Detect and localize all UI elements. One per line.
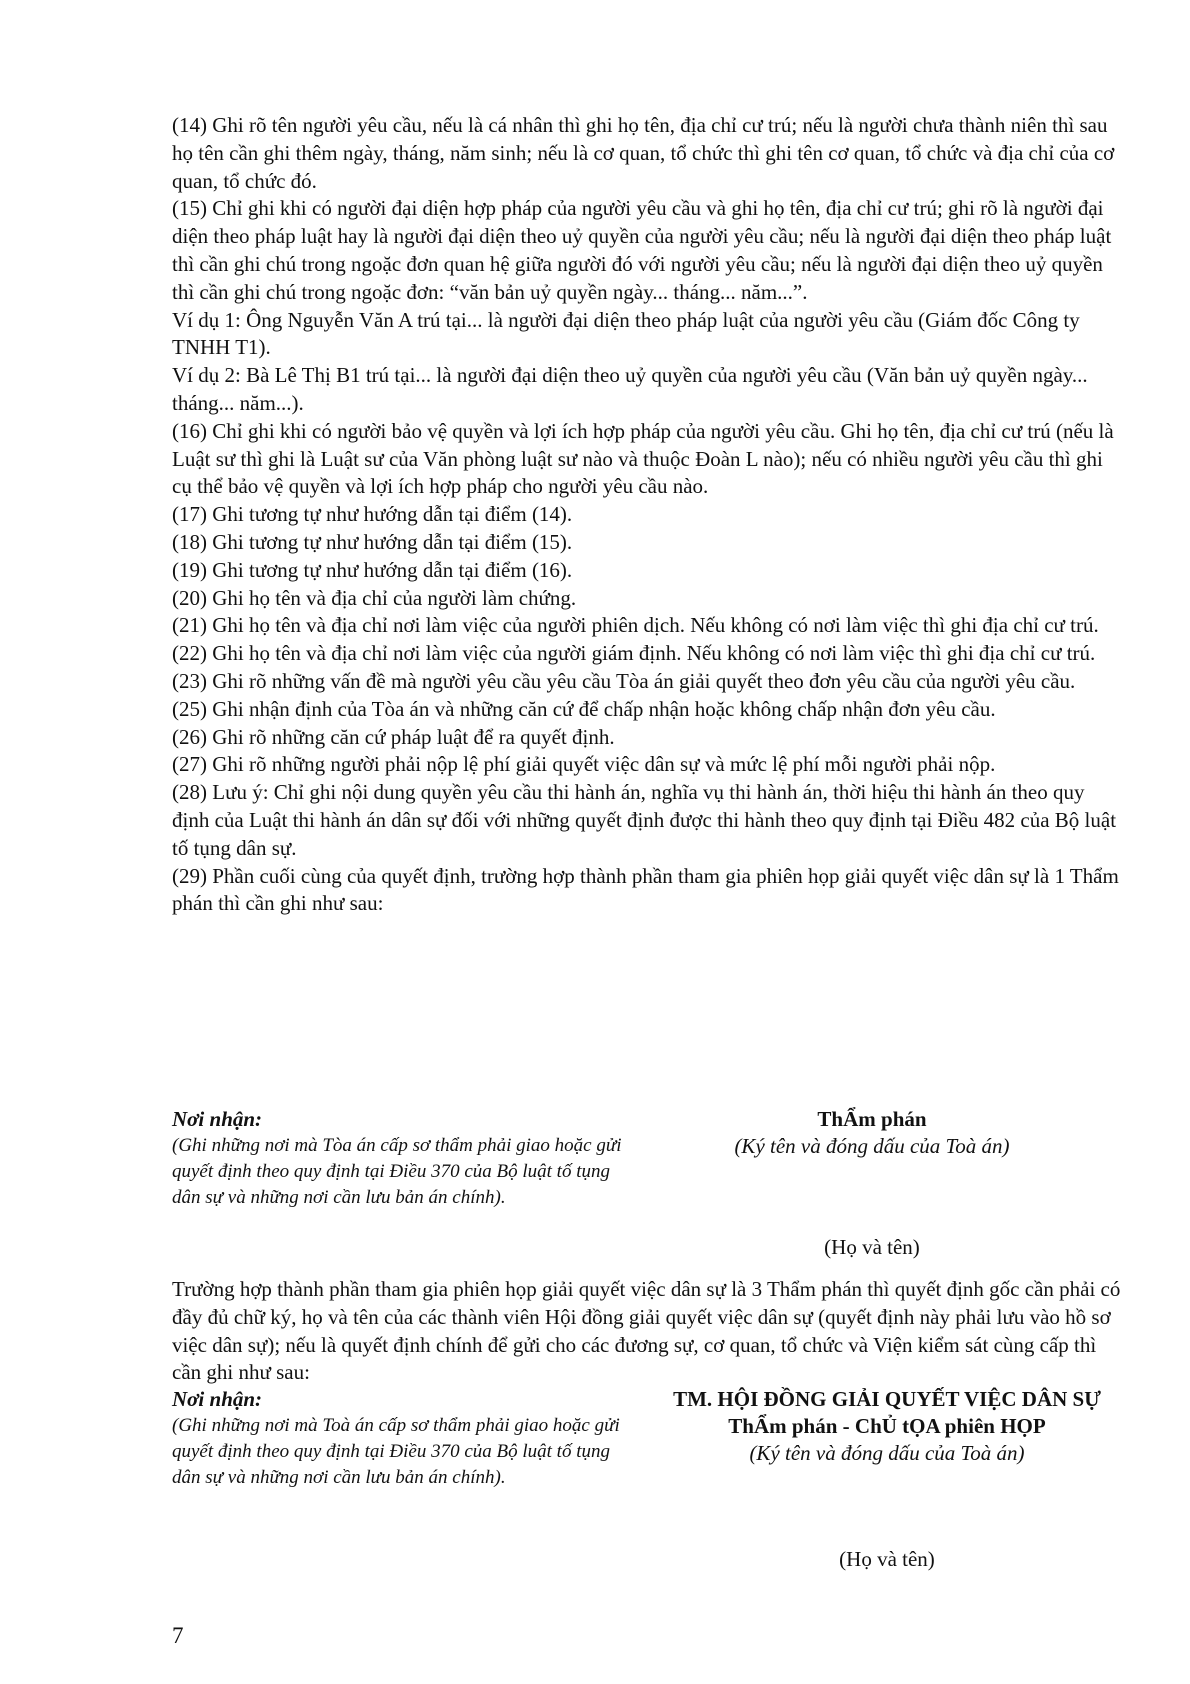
recipients-note: (Ghi những nơi mà Tòa án cấp sơ thẩm phải giao hoặc gửi quyết định theo quy định tại Điều 370 của Bộ luật tố tụng dân sự và những nơi cần lưu bản án chính).	[172, 1135, 622, 1208]
signer-section	[652, 1386, 1122, 1467]
note-23: (23) Ghi rõ những vấn đề mà người yêu cầu yêu cầu Tòa án giải quyết theo đơn yêu cầu của người yêu cầu.	[172, 668, 1076, 693]
recipients-title: Nơi nhận:	[172, 1387, 263, 1411]
note-17: (17) Ghi tương tự như hướng dẫn tại điểm (14).	[172, 502, 573, 527]
note-25: (25) Ghi nhận định của Tòa án và những căn cứ để chấp nhận hoặc không chấp nhận đơn yêu cầu.	[172, 696, 996, 721]
note-14: (14) Ghi rõ tên người yêu cầu, nếu là cá nhân thì ghi họ tên, địa chỉ cư trú; nếu là người chưa thành niên thì sau họ tên cần ghi thêm ngày, tháng, năm sinh; nếu là cơ quan, tổ chức thì ghi tên cơ quan, tổ chức và địa chỉ của cơ quan, tổ chức đó.	[172, 113, 1115, 193]
three-judge-paragraph-block	[172, 1276, 1122, 1387]
note-19: (19) Ghi tương tự như hướng dẫn tại điểm (16).	[172, 557, 573, 582]
page-number: 7	[172, 1623, 184, 1648]
recipients-section	[172, 1106, 642, 1211]
guidance-notes	[172, 112, 1122, 918]
signer-section	[672, 1106, 1072, 1160]
note-27: (27) Ghi rõ những người phải nộp lệ phí giải quyết việc dân sự và mức lệ phí mỗi người phải nộp.	[172, 752, 996, 777]
note-15: (15) Chỉ ghi khi có người đại diện hợp pháp của người yêu cầu và ghi họ tên, địa chỉ cư trú; ghi rõ là người đại diện theo pháp luật hay là người đại diện theo uỷ quyền của người yêu cầu; nếu là người đại diện theo pháp luật thì cần ghi chú trong ngoặc đơn quan hệ giữa người đó với người yêu cầu; nếu là người đại diện theo uỷ quyền thì cần ghi chú trong ngoặc đơn: “văn bản uỷ quyền ngày... tháng... năm...”.	[172, 196, 1112, 304]
example-2: Ví dụ 2: Bà Lê Thị B1 trú tại... là người đại diện theo uỷ quyền của người yêu cầu (Văn bản uỷ quyền ngày... tháng... năm...).	[172, 363, 1088, 415]
note-22: (22) Ghi họ tên và địa chỉ nơi làm việc của người giám định. Nếu không có nơi làm việc thì ghi địa chỉ cư trú.	[172, 641, 1096, 666]
recipients-title: Nơi nhận:	[172, 1107, 263, 1131]
note-18: (18) Ghi tương tự như hướng dẫn tại điểm (15).	[172, 529, 573, 554]
signature-block-council	[172, 1386, 1122, 1576]
council-title: TM. HỘI ĐỒNG GIẢI QUYẾT VIỆC DÂN SỰ	[673, 1387, 1101, 1411]
note-26: (26) Ghi rõ những căn cứ pháp luật để ra quyết định.	[172, 724, 615, 749]
signer-note: (Ký tên và đóng dấu của Toà án)	[734, 1134, 1010, 1158]
signature-block-single-judge	[172, 1106, 1122, 1259]
recipients-section	[172, 1386, 642, 1491]
note-16: (16) Chỉ ghi khi có người bảo vệ quyền và lợi ích hợp pháp của người yêu cầu. Ghi họ tên, địa chỉ cư trú (nếu là Luật sư thì ghi là Luật sư của Văn phòng luật sư nào và thuộc Đoàn L nào); nếu có nhiều người yêu cầu thì ghi cụ thể bảo vệ quyền và lợi ích hợp pháp cho người yêu cầu nào.	[172, 418, 1114, 499]
recipients-note: (Ghi những nơi mà Toà án cấp sơ thẩm phải giao hoặc gửi quyết định theo quy định tại Điều 370 của Bộ luật tố tụng dân sự và những nơi cần lưu bản án chính).	[172, 1415, 620, 1488]
note-29: (29) Phần cuối cùng của quyết định, trường hợp thành phần tham gia phiên họp giải quyết việc dân sự là 1 Thẩm phán thì cần ghi như sau:	[172, 863, 1119, 916]
signer-name: (Họ và tên)	[824, 1235, 920, 1259]
note-20: (20) Ghi họ tên và địa chỉ của người làm chứng.	[172, 585, 577, 610]
example-1: Ví dụ 1: Ông Nguyễn Văn A trú tại... là người đại diện theo pháp luật của người yêu cầu (Giám đốc Công ty TNHH T1).	[172, 307, 1080, 360]
note-21: (21) Ghi họ tên và địa chỉ nơi làm việc của người phiên dịch. Nếu không có nơi làm việc thì ghi địa chỉ cư trú.	[172, 613, 1099, 638]
signer-title: ThẨm phán	[817, 1107, 927, 1131]
signer-title: ThẨm phán - ChỦ tỌA phiên HỌP	[728, 1414, 1046, 1438]
three-judge-paragraph: Trường hợp thành phần tham gia phiên họp giải quyết việc dân sự là 3 Thẩm phán thì quyết định gốc cần phải có đầy đủ chữ ký, họ và tên của các thành viên Hội đồng giải quyết việc dân sự (quyết định này phải lưu vào hồ sơ việc dân sự); nếu là quyết định chính để gửi cho các đương sự, cơ quan, tổ chức và Viện kiểm sát cùng cấp thì cần ghi như sau:	[172, 1277, 1121, 1385]
note-28: (28) Lưu ý: Chỉ ghi nội dung quyền yêu cầu thi hành án, nghĩa vụ thi hành án, thời hiệu thi hành án theo quy định của Luật thi hành án dân sự đối với những quyết định được thi hành theo quy định tại Điều 482 của Bộ luật tố tụng dân sự.	[172, 780, 1117, 860]
signer-name: (Họ và tên)	[839, 1547, 935, 1571]
signer-note: (Ký tên và đóng dấu của Toà án)	[749, 1441, 1025, 1465]
